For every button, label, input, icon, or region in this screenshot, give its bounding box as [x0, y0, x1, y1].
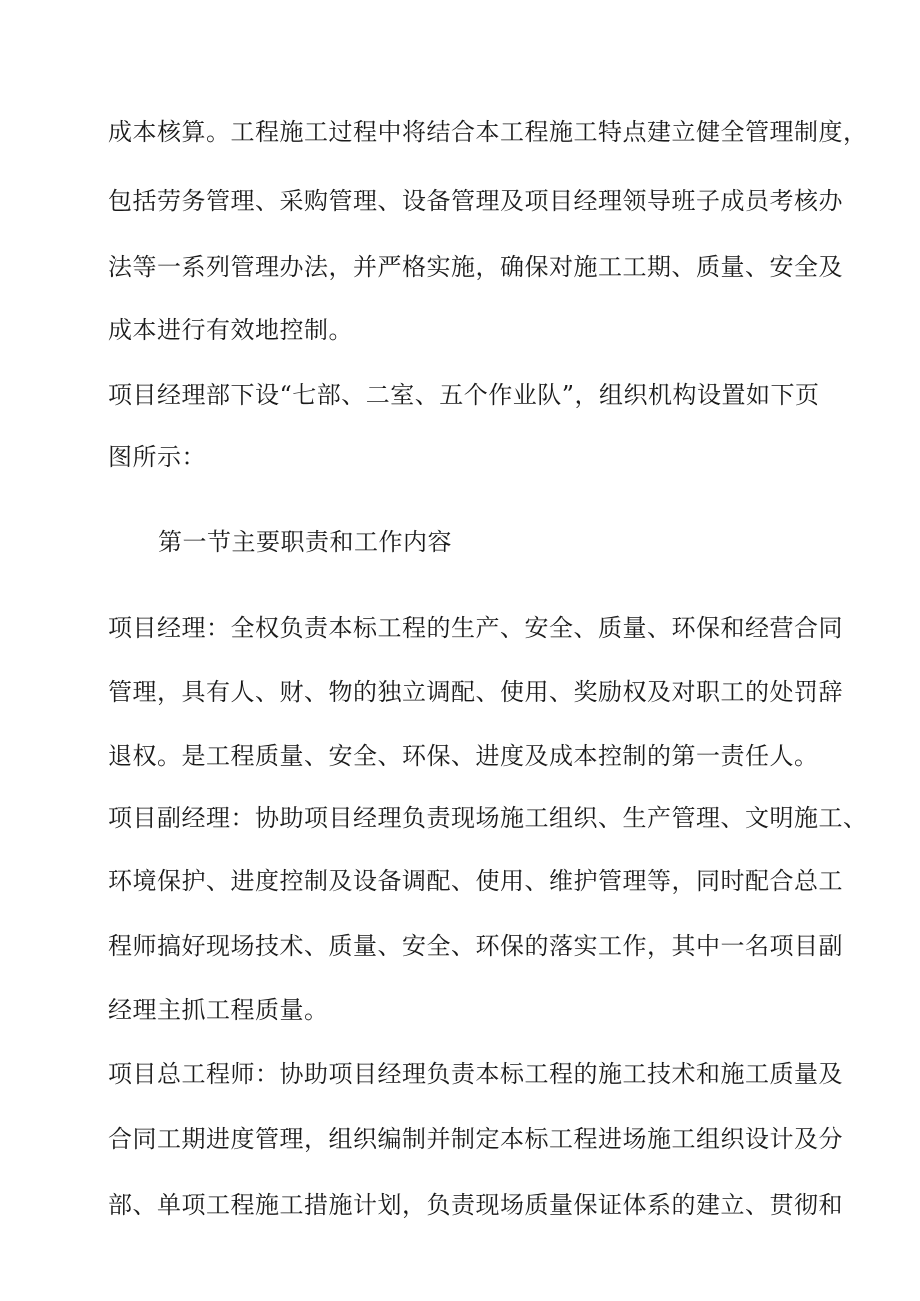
paragraph-line: 环境保护、进度控制及设备调配、使用、维护管理等，同时配合总工	[108, 867, 843, 895]
paragraph-line: 管理，具有人、财、物的独立调配、使用、奖励权及对职工的处罚辞	[108, 678, 843, 706]
paragraph-line: 成本进行有效地控制。	[108, 316, 353, 344]
paragraph-line: 项目经理部下设“七部、二室、五个作业队”，组织机构设置如下页	[108, 381, 820, 409]
paragraph-line: 包括劳务管理、采购管理、设备管理及项目经理领导班子成员考核办	[108, 187, 843, 215]
paragraph-line: 成本核算。工程施工过程中将结合本工程施工特点建立健全管理制度，	[108, 118, 868, 146]
paragraph-line: 合同工期进度管理，组织编制并制定本标工程进场施工组织设计及分	[108, 1125, 843, 1153]
section-heading: 第一节主要职责和工作内容	[158, 528, 452, 556]
paragraph-line: 图所示：	[108, 443, 206, 471]
paragraph-line: 项目经理：全权负责本标工程的生产、安全、质量、环保和经营合同	[108, 614, 843, 642]
paragraph-line: 部、单项工程施工措施计划，负责现场质量保证体系的建立、贯彻和	[108, 1191, 843, 1219]
paragraph-line: 项目副经理：协助项目经理负责现场施工组织、生产管理、文明施工、	[108, 804, 868, 832]
paragraph-line: 项目总工程师：协助项目经理负责本标工程的施工技术和施工质量及	[108, 1060, 843, 1088]
paragraph-line: 退权。是工程质量、安全、环保、进度及成本控制的第一责任人。	[108, 742, 819, 770]
paragraph-line: 法等一系列管理办法，并严格实施，确保对施工工期、质量、安全及	[108, 253, 843, 281]
paragraph-line: 经理主抓工程质量。	[108, 996, 329, 1024]
paragraph-line: 程师搞好现场技术、质量、安全、环保的落实工作，其中一名项目副	[108, 932, 843, 960]
